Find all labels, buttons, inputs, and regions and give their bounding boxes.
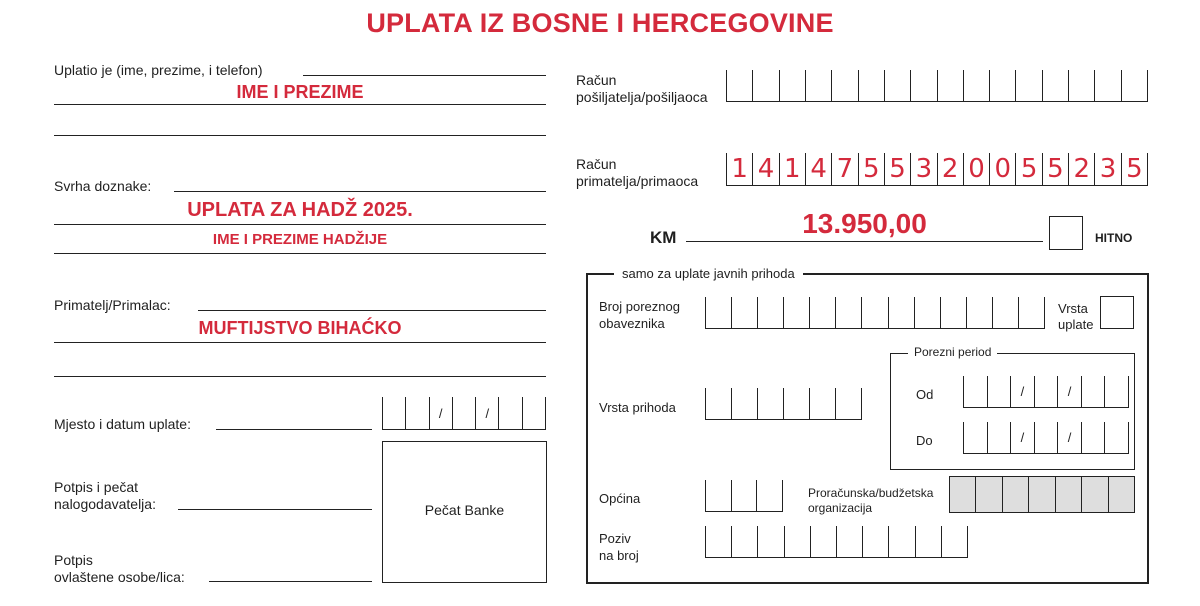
account-digit: 4 [810, 154, 827, 184]
account-cell[interactable] [937, 70, 963, 101]
budget-org-boxes[interactable] [949, 476, 1135, 513]
revenue-type-label: Vrsta prihoda [599, 400, 676, 415]
account-cell[interactable] [910, 70, 936, 101]
bank-stamp-label: Pečat Banke [424, 502, 505, 518]
account-digit-cell[interactable] [989, 153, 1015, 185]
to-label: Do [916, 433, 933, 448]
account-digit: 5 [1020, 154, 1038, 184]
municipality-cell[interactable] [731, 480, 757, 511]
purpose-line-3 [54, 253, 546, 254]
amount-value[interactable]: 13.950,00 [802, 208, 927, 239]
account-cell[interactable] [1042, 70, 1068, 101]
period-slash: / [1020, 384, 1025, 399]
tax-payer-cell[interactable] [992, 297, 1018, 328]
municipality-cell[interactable] [705, 480, 731, 511]
purpose-line-2 [54, 224, 546, 225]
period-cell[interactable] [1010, 422, 1034, 453]
period-cell[interactable] [1081, 376, 1105, 407]
period-from-boxes[interactable] [963, 376, 1129, 408]
budget-org-cell[interactable] [975, 477, 1001, 512]
revenue-cell[interactable] [835, 388, 862, 419]
account-digit: 5 [1047, 154, 1064, 184]
account-cell[interactable] [1094, 70, 1120, 101]
tax-payer-cell[interactable] [940, 297, 966, 328]
account-digit-cell[interactable] [858, 153, 884, 185]
date-cell[interactable] [382, 397, 405, 429]
account-digit-cell[interactable] [726, 153, 752, 185]
revenue-cell[interactable] [783, 388, 809, 419]
account-digit: 7 [836, 154, 854, 184]
date-slash: / [438, 405, 443, 421]
payment-type-label-2: uplate [1058, 317, 1094, 332]
payer-label: Uplatio je (ime, prezime, i telefon) [54, 62, 263, 78]
period-cell[interactable] [963, 376, 987, 407]
budget-org-label-2: organizacija [808, 501, 873, 515]
reference-cell[interactable] [888, 526, 914, 557]
reference-cell[interactable] [941, 526, 968, 557]
budget-org-cell[interactable] [1055, 477, 1081, 512]
tax-payer-cell[interactable] [1018, 297, 1045, 328]
account-digit: 5 [889, 154, 906, 184]
account-cell[interactable] [884, 70, 910, 101]
account-digit: 1 [731, 154, 748, 184]
revenue-cell[interactable] [757, 388, 783, 419]
reference-label-2: na broj [599, 548, 639, 563]
account-digit-cell[interactable] [1121, 153, 1148, 185]
budget-org-cell[interactable] [1028, 477, 1054, 512]
municipality-boxes[interactable] [705, 480, 783, 512]
date-cell[interactable] [452, 397, 475, 429]
tax-payer-label-2: obaveznika [599, 316, 665, 331]
from-label: Od [916, 387, 934, 402]
tax-payer-boxes[interactable] [705, 297, 1045, 329]
tax-payer-cell[interactable] [705, 297, 731, 328]
purpose-value-1[interactable]: UPLATA ZA HADŽ 2025. [187, 199, 413, 221]
period-cell[interactable] [1104, 376, 1129, 407]
period-slash: / [1067, 384, 1072, 399]
account-digit-cell[interactable] [937, 153, 963, 185]
municipality-cell[interactable] [756, 480, 783, 511]
tax-payer-cell[interactable] [835, 297, 861, 328]
period-cell[interactable] [1057, 376, 1081, 407]
payer-line-3 [54, 135, 546, 136]
reference-cell[interactable] [862, 526, 888, 557]
period-cell[interactable] [1034, 376, 1058, 407]
reference-label-1: Poziv [599, 531, 631, 546]
place-date-line [216, 429, 372, 430]
tax-payer-cell[interactable] [966, 297, 992, 328]
revenue-cell[interactable] [731, 388, 757, 419]
budget-org-cell[interactable] [1081, 477, 1107, 512]
period-cell[interactable] [1010, 376, 1034, 407]
reference-cell[interactable] [757, 526, 783, 557]
payer-line-2 [54, 104, 546, 105]
account-cell[interactable] [963, 70, 989, 101]
reference-cell[interactable] [731, 526, 757, 557]
period-cell[interactable] [987, 376, 1011, 407]
purpose-value-2[interactable]: IME I PREZIME HADŽIJE [212, 231, 388, 248]
revenue-type-boxes[interactable] [705, 388, 862, 420]
account-digit-cell[interactable] [831, 153, 857, 185]
recipient-account-label-1: Račun [576, 156, 617, 172]
account-digit: 2 [941, 154, 959, 184]
urgent-checkbox[interactable] [1049, 216, 1083, 250]
account-digit-cell[interactable] [963, 153, 989, 185]
bank-stamp-box [382, 441, 547, 583]
period-cell[interactable] [1034, 422, 1058, 453]
account-cell[interactable] [858, 70, 884, 101]
account-cell[interactable] [1121, 70, 1148, 101]
urgent-label: HITNO [1095, 231, 1133, 245]
account-cell[interactable] [831, 70, 857, 101]
auth-line [209, 581, 372, 582]
account-digit: 5 [1126, 154, 1143, 184]
period-cell[interactable] [1057, 422, 1081, 453]
sender-account-label-1: Račun [576, 72, 617, 88]
signature-label-2: nalogodavatelja: [54, 496, 156, 512]
period-cell[interactable] [1104, 422, 1129, 453]
sender-account-label-2: pošiljatelja/pošiljaoca [576, 89, 708, 105]
budget-org-cell[interactable] [1108, 477, 1135, 512]
date-boxes[interactable] [382, 397, 546, 430]
period-slash: / [1020, 430, 1025, 445]
account-digit-cell[interactable] [1094, 153, 1120, 185]
date-cell[interactable] [475, 397, 498, 429]
signature-label-1: Potpis i pečat [54, 479, 139, 495]
municipality-label: Općina [599, 491, 641, 506]
date-cell[interactable] [405, 397, 428, 429]
recipient-value[interactable]: MUFTIJSTVO BIHAĆKO [198, 318, 402, 338]
account-digit: 4 [757, 154, 775, 184]
payer-line-1 [303, 75, 546, 76]
date-cell[interactable] [429, 397, 452, 429]
date-cell[interactable] [498, 397, 521, 429]
period-cell[interactable] [1081, 422, 1105, 453]
auth-label-2: ovlaštene osobe/lica: [54, 569, 185, 585]
recipient-line-3 [54, 376, 546, 377]
tax-payer-cell[interactable] [731, 297, 757, 328]
tax-payer-cell[interactable] [757, 297, 783, 328]
tax-payer-cell[interactable] [861, 297, 887, 328]
sender-account-boxes[interactable] [726, 70, 1148, 102]
reference-cell[interactable] [784, 526, 810, 557]
purpose-label: Svrha doznake: [54, 178, 152, 194]
recipient-label: Primatelj/Primalac: [54, 297, 171, 313]
account-digit-cell[interactable] [884, 153, 910, 185]
recipient-line-2 [54, 342, 546, 343]
public-section-title: samo za uplate javnih prihoda [614, 266, 803, 281]
amount-line [686, 241, 1043, 242]
date-cell[interactable] [522, 397, 546, 429]
form-title: UPLATA IZ BOSNE I HERCEGOVINE [366, 8, 834, 38]
account-cell[interactable] [989, 70, 1015, 101]
period-cell[interactable] [963, 422, 987, 453]
account-digit: 5 [862, 154, 880, 184]
tax-payer-cell[interactable] [809, 297, 835, 328]
period-to-boxes[interactable] [963, 422, 1129, 454]
reference-cell[interactable] [915, 526, 941, 557]
reference-boxes[interactable] [705, 526, 968, 558]
reference-cell[interactable] [705, 526, 731, 557]
revenue-cell[interactable] [809, 388, 835, 419]
tax-payer-label-1: Broj poreznog [599, 299, 680, 314]
account-digit: 3 [915, 154, 933, 184]
tax-period-label: Porezni period [908, 345, 997, 359]
account-digit-cell[interactable] [1042, 153, 1068, 185]
payment-type-label-1: Vrsta [1058, 301, 1088, 316]
recipient-account-label-2: primatelja/primaoca [576, 173, 699, 189]
account-digit: 3 [1099, 154, 1117, 184]
auth-label-1: Potpis [54, 552, 93, 568]
reference-cell[interactable] [836, 526, 862, 557]
signature-line [178, 509, 372, 510]
payer-value[interactable]: IME I PREZIME [236, 82, 364, 102]
account-digit-cell[interactable] [1015, 153, 1041, 185]
account-digit-cell[interactable] [805, 153, 831, 185]
recipient-account-boxes[interactable] [726, 153, 1148, 186]
tax-payer-cell[interactable] [783, 297, 809, 328]
account-digit-cell[interactable] [752, 153, 778, 185]
account-cell[interactable] [1068, 70, 1094, 101]
recipient-line-1 [198, 310, 546, 311]
currency-label: KM [650, 228, 677, 247]
account-cell[interactable] [726, 70, 752, 101]
account-digit-cell[interactable] [910, 153, 936, 185]
tax-payer-cell[interactable] [888, 297, 914, 328]
account-cell[interactable] [779, 70, 805, 101]
reference-cell[interactable] [810, 526, 836, 557]
account-digit: 1 [784, 154, 801, 184]
payment-type-box[interactable] [1100, 296, 1134, 329]
budget-org-label-1: Proračunska/budžetska [808, 486, 934, 500]
tax-payer-cell[interactable] [914, 297, 940, 328]
account-cell[interactable] [805, 70, 831, 101]
place-date-label: Mjesto i datum uplate: [54, 416, 191, 432]
purpose-line-1 [174, 191, 546, 192]
budget-org-cell[interactable] [949, 477, 975, 512]
account-cell[interactable] [1015, 70, 1041, 101]
revenue-cell[interactable] [705, 388, 731, 419]
account-cell[interactable] [752, 70, 778, 101]
account-digit-cell[interactable] [779, 153, 805, 185]
period-slash: / [1067, 430, 1072, 445]
budget-org-cell[interactable] [1002, 477, 1028, 512]
account-digit: 0 [968, 154, 985, 184]
date-slash: / [485, 405, 490, 421]
period-cell[interactable] [987, 422, 1011, 453]
account-digit-cell[interactable] [1068, 153, 1094, 185]
account-digit: 0 [994, 154, 1012, 184]
account-digit: 2 [1073, 154, 1090, 184]
